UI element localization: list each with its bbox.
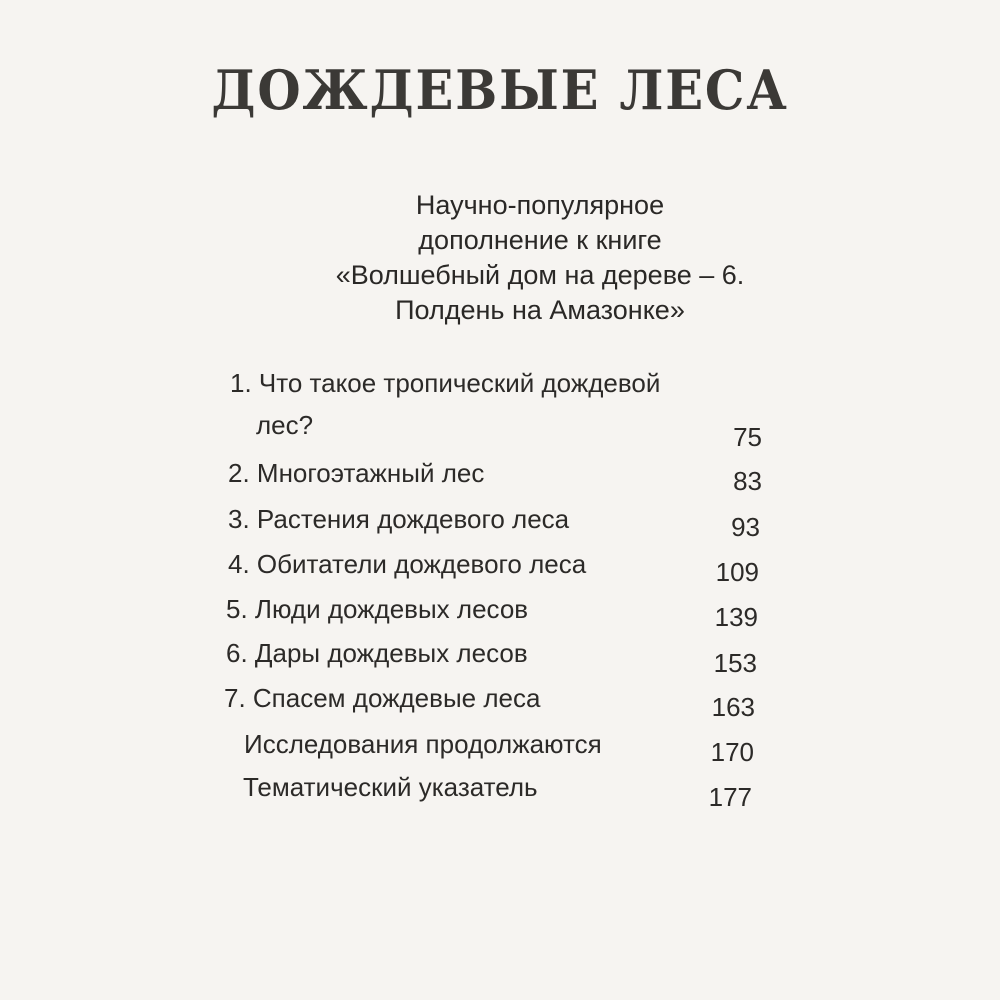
page-title: ДОЖДЕВЫЕ ЛЕСА xyxy=(211,58,789,122)
toc-entry-title-continued: лес? xyxy=(256,410,314,440)
toc-entry-page: 139 xyxy=(714,602,758,632)
subtitle-line: «Волшебный дом на дереве – 6. xyxy=(335,260,745,290)
toc-entry-title: Исследования продолжаются xyxy=(244,729,602,759)
toc-entry-page: 109 xyxy=(715,557,759,587)
toc-entry-page: 153 xyxy=(713,648,757,678)
toc-entry-page: 83 xyxy=(733,466,762,496)
toc-entry-page: 163 xyxy=(711,692,755,722)
toc-entry-title: 4. Обитатели дождевого леса xyxy=(228,549,587,579)
toc-entry-title: 2. Многоэтажный лес xyxy=(228,458,485,488)
subtitle-line: Научно-популярное xyxy=(415,190,665,220)
toc-entry-title: 1. Что такое тропический дождевой xyxy=(230,368,661,398)
subtitle-line: дополнение к книге xyxy=(418,225,662,255)
toc-entry-page: 170 xyxy=(710,737,754,767)
toc-entry-title: 3. Растения дождевого леса xyxy=(228,504,570,534)
toc-entry-title: 6. Дары дождевых лесов xyxy=(226,638,528,668)
toc-entry-title: Тематический указатель xyxy=(243,772,538,802)
subtitle-line: Полдень на Амазонке» xyxy=(395,295,685,325)
toc-entry-title: 7. Спасем дождевые леса xyxy=(224,683,541,713)
toc-entry-page: 177 xyxy=(708,782,752,812)
toc-entry-page: 75 xyxy=(733,422,762,452)
toc-entry-page: 93 xyxy=(731,512,760,542)
toc-entry-title: 5. Люди дождевых лесов xyxy=(226,594,529,624)
